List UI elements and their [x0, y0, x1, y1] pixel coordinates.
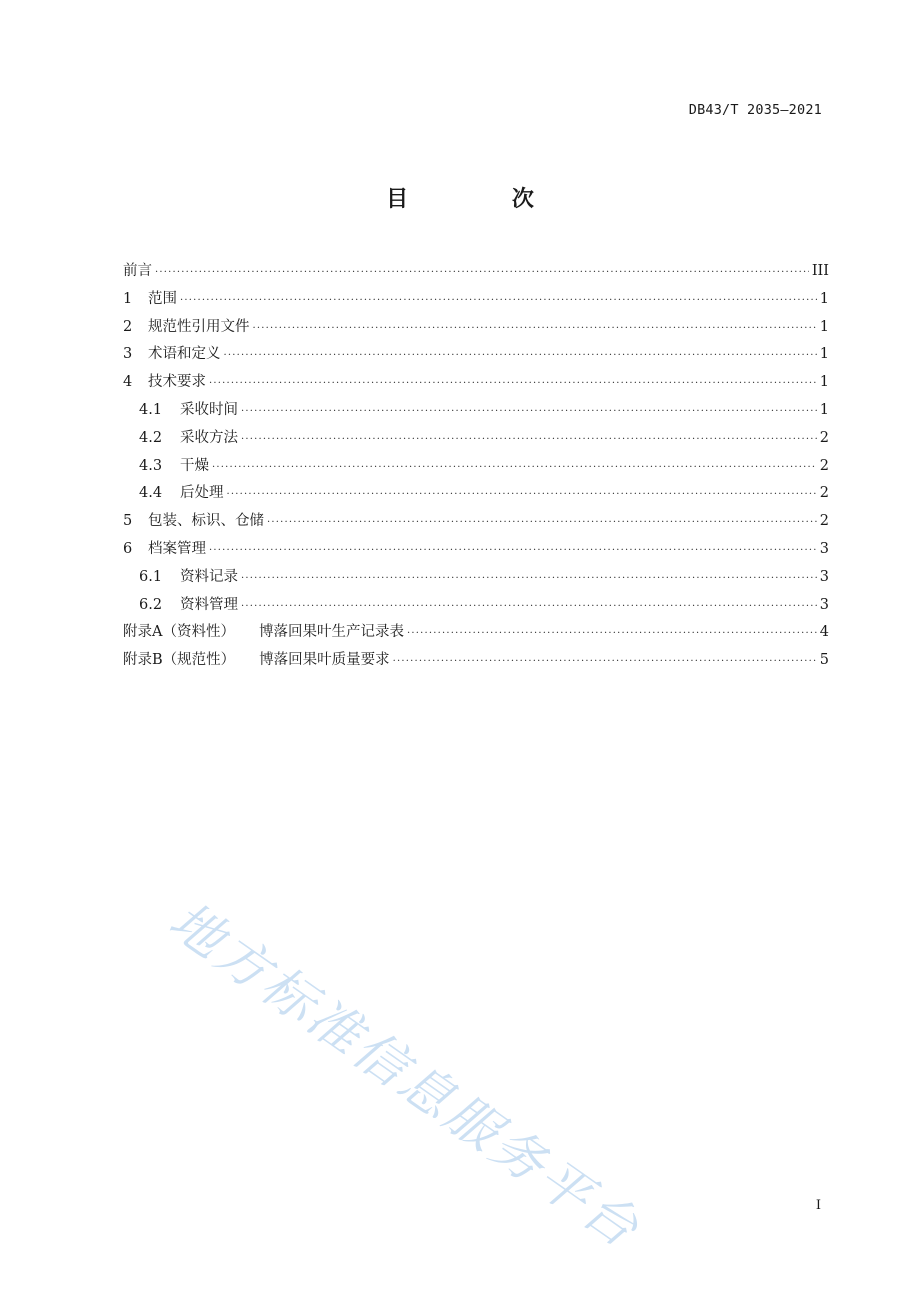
toc-entry-label: 前言	[123, 263, 152, 279]
toc-entry-page: 2	[819, 513, 829, 530]
toc-entry-harvest-method[interactable]	[123, 425, 829, 453]
toc-entry-number: 4.3	[139, 457, 163, 474]
toc-leader-dots	[407, 620, 817, 648]
toc-entry-number: 1	[123, 290, 133, 307]
toc-entry-label: 范围	[148, 290, 177, 307]
toc-entry-normative-references[interactable]	[123, 314, 829, 342]
toc-entry-page: 3	[819, 568, 829, 585]
toc-entry-page: 5	[819, 652, 829, 669]
toc-entry-scope[interactable]	[123, 286, 829, 314]
toc-entry-post-processing[interactable]	[123, 480, 829, 508]
toc-entry-number: 6	[123, 540, 133, 557]
toc-leader-dots	[209, 537, 817, 565]
page-number: I	[815, 1198, 821, 1213]
toc-leader-dots	[155, 259, 809, 287]
toc-entry-number: 3	[123, 346, 133, 363]
page-title: 目 次	[386, 187, 582, 212]
toc-entry-number: 附录A（资料性）	[123, 624, 235, 641]
watermark: 地方标准信息服务平台	[158, 890, 652, 1262]
toc-entry-page: 1	[819, 401, 829, 418]
toc-entry-page: III	[811, 263, 829, 279]
toc-leader-dots	[241, 593, 817, 621]
toc-entry-label: 采收方法	[180, 429, 238, 446]
toc-entry-label: 包装、标识、仓储	[148, 513, 264, 530]
toc-entry-page: 4	[819, 624, 829, 641]
toc-entry-harvest-time[interactable]	[123, 397, 829, 425]
toc-entry-number: 5	[123, 513, 133, 530]
toc-entry-number: 4	[123, 374, 133, 391]
toc-entry-page: 1	[819, 374, 829, 391]
table-of-contents	[123, 258, 829, 675]
toc-entry-label: 规范性引用文件	[148, 318, 250, 335]
toc-leader-dots	[267, 509, 817, 537]
toc-entry-label: 资料管理	[180, 596, 238, 613]
toc-entry-page: 2	[819, 485, 829, 502]
toc-entry-label: 档案管理	[148, 540, 206, 557]
toc-leader-dots	[227, 481, 817, 509]
toc-entry-page: 1	[819, 318, 829, 335]
toc-entry-page: 2	[819, 429, 829, 446]
toc-entry-records-management[interactable]	[123, 536, 829, 564]
toc-entry-page: 1	[819, 290, 829, 307]
toc-entry-data-recording[interactable]	[123, 564, 829, 592]
toc-entry-number: 4.1	[139, 401, 163, 418]
toc-entry-page: 1	[819, 346, 829, 363]
toc-entry-number: 附录B（规范性）	[123, 652, 236, 669]
toc-entry-label: 资料记录	[180, 568, 238, 585]
toc-leader-dots	[209, 370, 817, 398]
toc-leader-dots	[241, 565, 817, 593]
toc-leader-dots	[212, 454, 817, 482]
toc-entry-label: 博落回果叶质量要求	[259, 652, 390, 669]
toc-entry-label: 采收时间	[180, 401, 238, 418]
toc-entry-label: 技术要求	[148, 374, 206, 391]
toc-leader-dots	[224, 342, 817, 370]
toc-entry-label: 后处理	[180, 485, 224, 502]
toc-entry-number: 4.4	[139, 485, 163, 502]
toc-leader-dots	[253, 315, 817, 343]
toc-entry-terms-definitions[interactable]	[123, 341, 829, 369]
toc-entry-appendix-b[interactable]	[123, 647, 829, 675]
toc-entry-packaging[interactable]	[123, 508, 829, 536]
toc-entry-data-management[interactable]	[123, 592, 829, 620]
toc-entry-appendix-a[interactable]	[123, 619, 829, 647]
toc-entry-page: 3	[819, 540, 829, 557]
toc-entry-number: 6.2	[139, 596, 163, 613]
toc-leader-dots	[241, 426, 817, 454]
document-code: DB43/T 2035—2021	[688, 102, 822, 118]
toc-leader-dots	[180, 287, 817, 315]
toc-entry-drying[interactable]	[123, 453, 829, 481]
toc-entry-page: 2	[819, 457, 829, 474]
toc-entry-number: 6.1	[139, 568, 163, 585]
toc-entry-page: 3	[819, 596, 829, 613]
toc-leader-dots	[241, 398, 817, 426]
toc-entry-label: 博落回果叶生产记录表	[258, 624, 404, 641]
toc-entry-foreword[interactable]	[123, 258, 829, 286]
toc-entry-label: 干燥	[180, 457, 209, 474]
toc-leader-dots	[393, 648, 817, 676]
toc-entry-number: 2	[123, 318, 133, 335]
toc-entry-technical-requirements[interactable]	[123, 369, 829, 397]
toc-entry-number: 4.2	[139, 429, 163, 446]
toc-entry-label: 术语和定义	[148, 346, 221, 363]
